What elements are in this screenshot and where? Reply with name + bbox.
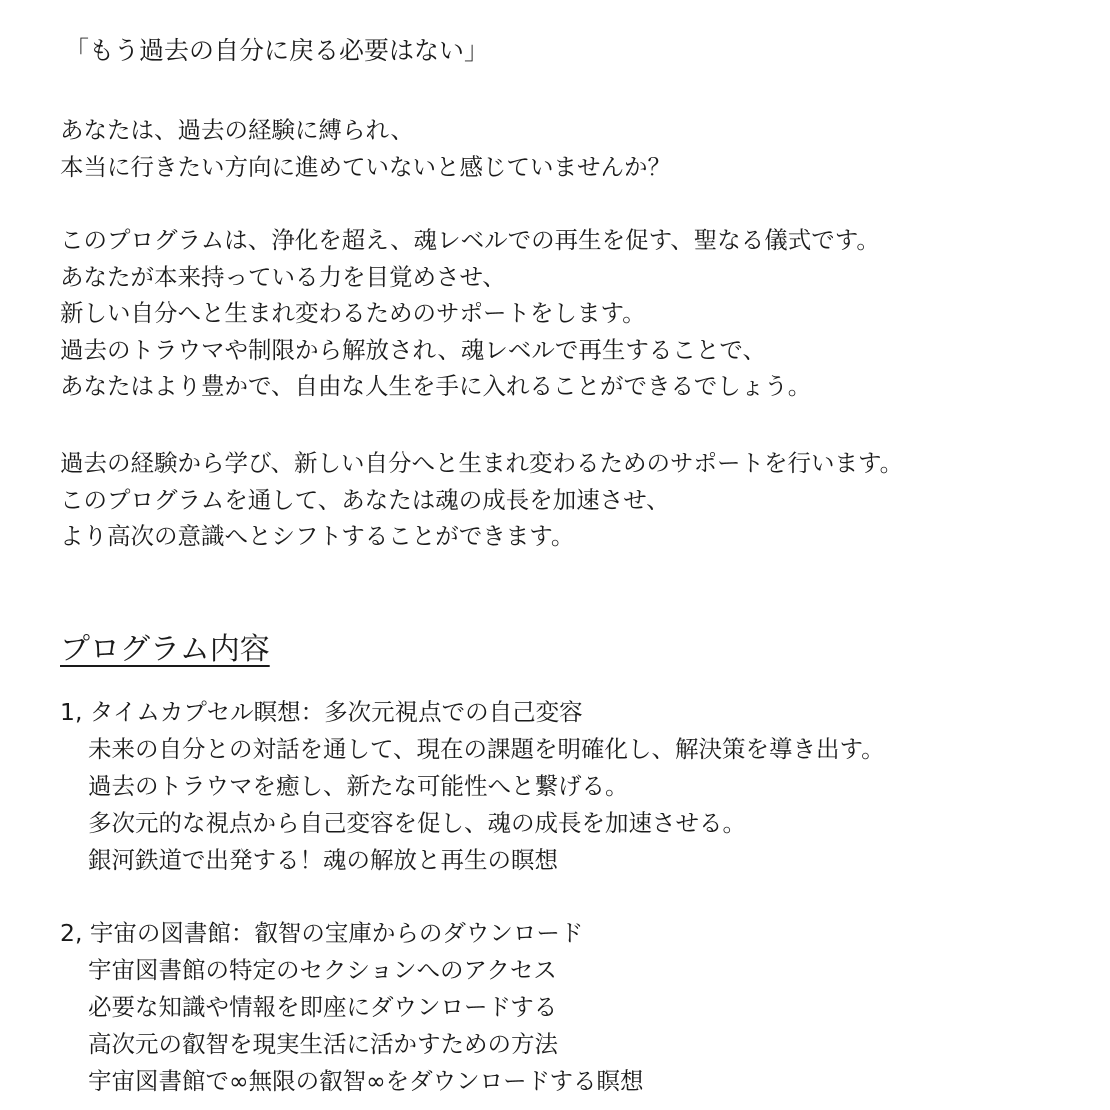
paragraph-line: あなたはより豊かで、自由な人生を手に入れることができるでしょう。 <box>60 372 812 400</box>
paragraph-line: あなたが本来持っている力を目覚めさせ、 <box>60 262 506 291</box>
program-item-time-capsule <box>60 694 885 879</box>
program-description-paragraph <box>60 222 880 405</box>
program-item-line: 銀河鉄道で出発する！魂の解放と再生の瞑想 <box>88 846 558 874</box>
paragraph-line: 新しい自分へと生まれ変わるためのサポートをします。 <box>60 299 646 327</box>
paragraph-line: このプログラムを通して、あなたは魂の成長を加速させ、 <box>60 485 670 514</box>
program-item-line: 多次元的な視点から自己変容を促し、魂の成長を加速させる。 <box>88 809 746 837</box>
program-item-line: 高次元の叡智を現実生活に活かすための方法 <box>88 1030 558 1058</box>
paragraph-line: 過去の経験から学び、新しい自分へと生まれ変わるためのサポートを行います。 <box>60 449 904 477</box>
program-item-line: 宇宙図書館の特定のセクションへのアクセス <box>88 956 557 984</box>
program-item-line: 未来の自分との対話を通して、現在の課題を明確化し、解決策を導き出す。 <box>88 735 885 763</box>
program-item-line: 宇宙図書館で∞無限の叡智∞をダウンロードする瞑想 <box>88 1067 644 1095</box>
document-title: 「もう過去の自分に戻る必要はない」 <box>64 36 490 65</box>
program-contents-heading: プログラム内容 <box>60 632 270 667</box>
intro-paragraph <box>60 112 671 185</box>
paragraph-line: 過去のトラウマや制限から解放され、魂レベルで再生することで、 <box>60 335 766 364</box>
paragraph-line: 本当に行きたい方向に進めていないと感じていませんか？ <box>60 152 671 181</box>
support-paragraph <box>60 445 903 555</box>
paragraph-line: より高次の意識へとシフトすることができます。 <box>60 522 575 550</box>
program-item-line: 必要な知識や情報を即座にダウンロードする <box>88 993 558 1021</box>
program-item-title: 1, タイムカプセル瞑想：多次元視点での自己変容 <box>60 698 583 726</box>
program-item-line: 過去のトラウマを癒し、新たな可能性へと繋げる。 <box>88 772 629 800</box>
program-item-cosmic-library <box>60 915 643 1100</box>
paragraph-line: あなたは、過去の経験に縛られ、 <box>60 116 414 144</box>
program-item-title: 2, 宇宙の図書館：叡智の宝庫からのダウンロード <box>60 919 584 947</box>
paragraph-line: このプログラムは、浄化を超え、魂レベルでの再生を促す、聖なる儀式です。 <box>60 226 880 254</box>
